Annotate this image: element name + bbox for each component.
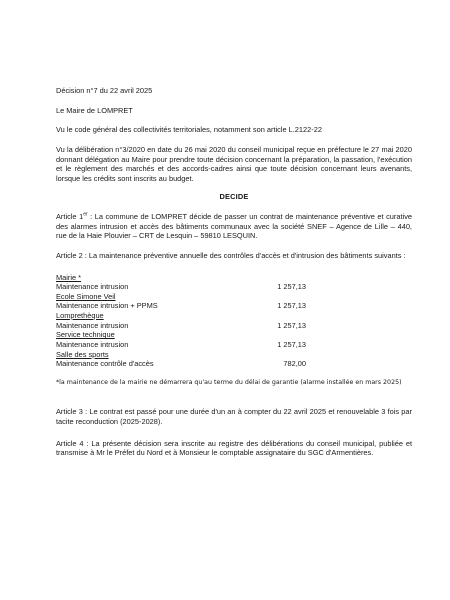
building-name: Salle des sports xyxy=(56,349,109,359)
building-row xyxy=(56,340,306,350)
building-amount: 1 257,13 xyxy=(277,339,306,349)
building-amount: 1 257,13 xyxy=(277,320,306,330)
building-service: Maintenance intrusion xyxy=(56,320,129,330)
footnote: *la maintenance de la mairie ne démarrera qu'au terme du délai de garantie (alarme installée en mars 2025) xyxy=(56,378,402,386)
building-row xyxy=(56,321,306,331)
building-name: Ecole Simone Veil xyxy=(56,291,116,301)
building-amount: 1 257,13 xyxy=(277,301,306,311)
article-3: Article 3 : Le contrat est passé pour une durée d'un an à compter du 22 avril 2025 et renouvelable 3 fois par tacite reconduction (2025-2028). xyxy=(56,407,412,426)
building-amount: 782,00 xyxy=(283,359,306,369)
building-entry xyxy=(56,350,412,369)
building-entry xyxy=(56,273,412,292)
building-service: Maintenance intrusion xyxy=(56,339,129,349)
building-amount: 1 257,13 xyxy=(277,282,306,292)
building-name: Mairie * xyxy=(56,272,82,282)
buildings-table xyxy=(56,273,412,369)
decision-title: Décision n°7 du 22 avril 2025 xyxy=(56,86,153,95)
author-line: Le Maire de LOMPRET xyxy=(56,105,133,115)
building-name: Lomprethèque xyxy=(56,311,104,320)
building-entry xyxy=(56,311,412,330)
article-4: Article 4 : La présente décision sera inscrite au registre des délibérations du conseil municipal, publiée et transmise à Mr le Préfet du Nord et à Monsieur le comptable assignataire du SGC d'Armentières. xyxy=(56,438,412,458)
article-1-prefix: Article 1 xyxy=(56,212,84,221)
building-service: Maintenance intrusion xyxy=(56,282,129,292)
building-service: Maintenance intrusion + PPMS xyxy=(56,301,158,311)
vu-deliberation-paragraph: Vu la délibération n°3/2020 en date du 26 mai 2020 du conseil municipal reçue en préfecture le 27 mai 2020 donnant délégation au Maire pour prendre toute décision concernant la préparation, la passation, l'exécution et le règlement des marchés et des accords-cadres ainsi que toute décision concernant leurs avenants, lorsque les crédits sont inscrits au budget. xyxy=(56,144,412,183)
vu-code-paragraph: Vu le code général des collectivités territoriales, notamment son article L.2122-22 xyxy=(56,125,322,135)
building-row xyxy=(56,359,306,369)
building-row xyxy=(56,282,306,292)
building-service: Maintenance contrôle d'accès xyxy=(56,359,154,369)
article-1-sup: er xyxy=(83,211,88,218)
article-2: Article 2 : La maintenance préventive annuelle des contrôles d'accès et d'intrusion des bâtiments suivants : xyxy=(56,250,406,260)
building-row xyxy=(56,301,306,311)
building-name: Service technique xyxy=(56,330,115,340)
building-entry xyxy=(56,292,412,311)
decide-heading: DECIDE xyxy=(219,192,249,202)
article-1 xyxy=(56,212,412,241)
article-1-text: : La commune de LOMPRET décide de passer un contrat de maintenance préventive et curative des alarmes intrusion et accès des bâtiments communaux avec la société SNEF – Agence de Lille – 440, rue de la Haie Plouvier – CRT de Lesquin – 59810 LESQUIN. xyxy=(56,212,412,241)
building-entry xyxy=(56,330,412,349)
